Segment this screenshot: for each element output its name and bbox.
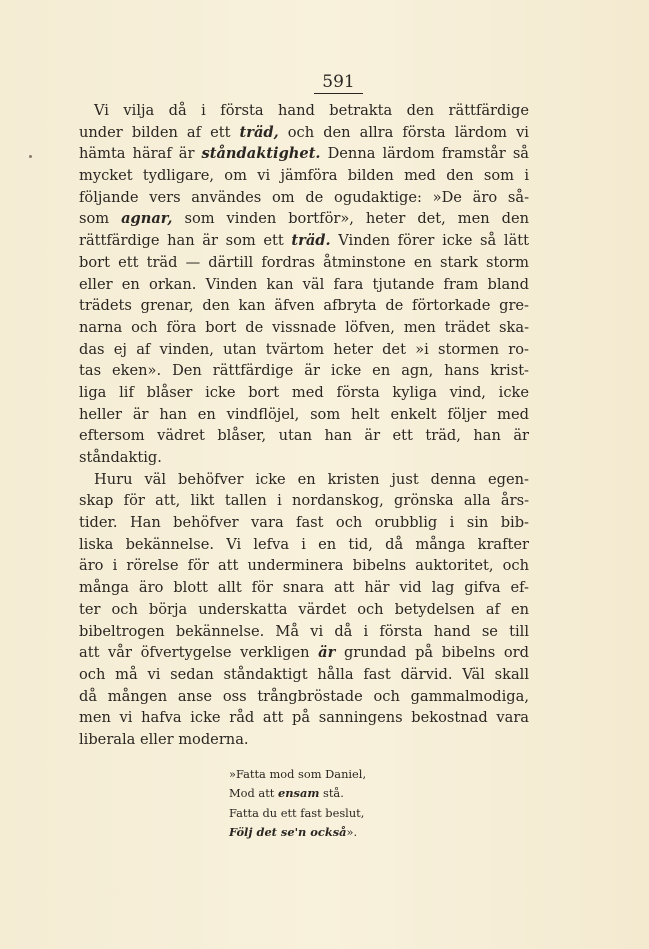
text-line [79,599,529,621]
italic-emphasis: är [318,644,336,662]
text-line [79,360,529,382]
text-line [79,339,529,361]
text-segment: ». [346,825,358,840]
text-line [79,143,529,165]
text-segment: skap för att, likt tallen i nordanskog, grönska alla års- [79,492,529,510]
italic-emphasis: Följ det se'n också [229,825,347,840]
text-segment: att vår öfvertygelse verkligen [79,644,319,662]
text-line [79,490,529,512]
text-segment: och den allra första lärdom vi [278,123,529,141]
text-segment: Huru väl behöfver icke en kristen just denna egen- [94,470,529,488]
text-segment: bort ett träd — därtill fordras åtminstone en stark storm [79,253,529,271]
text-line [79,664,529,686]
text-segment: som vinden bortför», heter det, men den [172,210,529,228]
text-segment: äro i rörelse för att underminera bibelns auktoritet, och [79,557,529,575]
text-segment: och må vi sedan ståndaktigt hålla fast därvid. Väl skall [79,665,529,683]
text-segment: Mod att [229,786,278,801]
poem-quote [229,765,366,843]
text-segment: ter och börja underskatta värdet och betydelsen af en [79,600,529,618]
text-segment: många äro blott allt för snara att här vid lag gifva ef- [79,579,529,597]
text-segment: tider. Han behöfver vara fast och orubblig i sin bib- [79,514,529,532]
text-segment: ståndaktig. [79,449,162,466]
text-line [79,469,529,491]
text-line [79,729,529,751]
text-segment: trädets grenar, den kan äfven afbryta de förtorkade gre- [79,297,529,315]
text-line [79,208,529,230]
text-segment: eller en orkan. Vinden kan väl fara tjutande fram bland [79,275,529,293]
page-number-container [0,72,649,94]
text-line [79,686,529,708]
text-segment: Vinden förer icke så lätt [330,232,529,250]
text-segment: stå. [319,786,344,801]
poem-line [229,804,366,823]
text-segment: då mången anse oss trångbröstade och gammalmodiga, [79,687,529,705]
text-line [79,122,529,144]
page-number: 591 [314,72,362,94]
text-segment: Denna lärdom framstår så [320,145,530,163]
text-line [79,404,529,426]
italic-emphasis: agnar, [121,210,173,228]
text-line [79,100,529,122]
text-line [79,317,529,339]
text-segment: Fatta du ett fast beslut, [229,805,365,820]
body-text [79,100,529,751]
text-line [79,187,529,209]
text-segment: grundad på bibelns ord [335,644,529,662]
text-segment: »Fatta mod som Daniel, [229,767,367,781]
text-line [79,165,529,187]
text-segment: bibeltrogen bekännelse. Må vi då i första hand se till [79,622,529,640]
text-segment: liberala eller moderna. [79,730,249,748]
text-line [79,707,529,729]
text-segment: följande vers användes om de ogudaktige: »De äro så- [79,188,529,206]
text-line [79,555,529,577]
text-segment: Vi vilja då i första hand betrakta den rättfärdige [94,102,529,119]
text-line [79,447,529,469]
text-line [79,252,529,274]
italic-emphasis: ensam [278,786,320,801]
text-line [79,382,529,404]
italic-emphasis: ståndaktighet. [201,145,321,163]
text-segment: tas eken». Den rättfärdige är icke en agn, hans krist- [79,362,529,380]
text-segment: das ej af vinden, utan tvärtom heter det »i stormen ro- [79,340,529,358]
text-line [79,577,529,599]
text-segment: under bilden af ett [79,123,240,141]
text-segment: liska bekännelse. Vi lefva i en tid, då många krafter [79,535,529,553]
text-line [79,642,529,664]
paper-speck [29,155,32,158]
text-line [79,295,529,317]
poem-line [229,784,366,803]
text-line [79,512,529,534]
text-segment: heller är han en vindflöjel, som helt enkelt följer med [79,405,529,423]
text-segment: narna och föra bort de vissnade löfven, men trädet ska- [79,318,529,336]
text-line [79,621,529,643]
italic-emphasis: träd, [239,123,279,141]
text-segment: men vi hafva icke råd att på sanningens bekostnad vara [79,709,529,727]
poem-line [229,823,366,842]
text-segment: som [79,210,122,228]
text-segment: rättfärdige han är som ett [79,232,292,250]
text-segment: eftersom vädret blåser, utan han är ett träd, han är [79,427,529,445]
text-segment: hämta häraf är [79,145,202,163]
poem-line [229,765,366,784]
text-line [79,274,529,296]
text-segment: liga lif blåser icke bort med första kyliga vind, icke [79,383,529,401]
text-segment: mycket tydligare, om vi jämföra bilden med den som i [79,167,529,185]
text-line [79,230,529,252]
text-line [79,534,529,556]
text-line [79,425,529,447]
italic-emphasis: träd. [291,232,331,250]
